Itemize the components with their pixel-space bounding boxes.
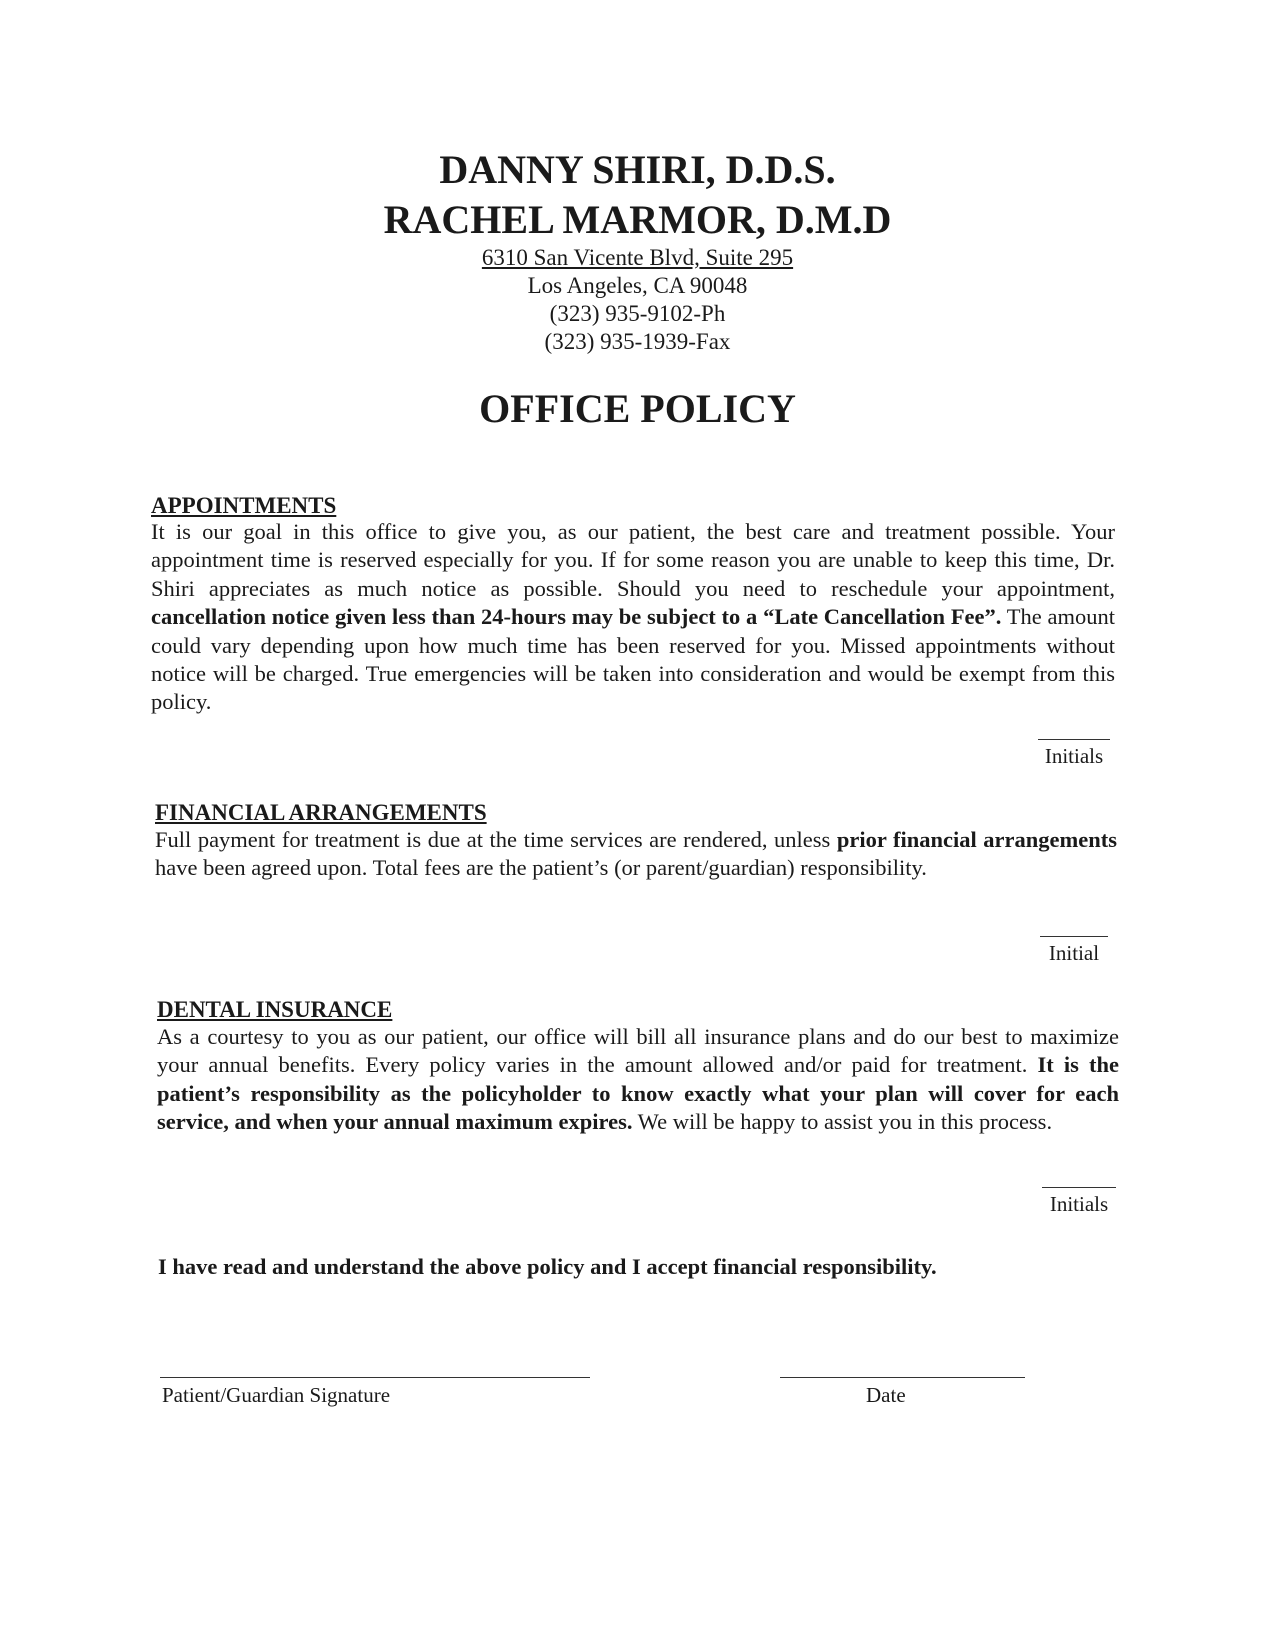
doctor-name-2: RACHEL MARMOR, D.M.D (383, 197, 892, 242)
address-line-1 (0, 244, 1275, 272)
insurance-bold-text: It is the patient’s responsibility as the policyholder to know exactly what your plan will cover for each service, and when your annual maximum expires. (157, 1052, 1119, 1135)
signature-label: Patient/Guardian Signature (162, 1383, 391, 1407)
insurance-text-2: We will be happy to assist you in this process. (632, 1109, 1053, 1135)
date-line[interactable] (780, 1377, 1025, 1378)
financial-bold-text: prior financial arrangements (836, 827, 1117, 852)
appointments-initials-field[interactable]: Initials (1038, 739, 1110, 768)
financial-initials-field[interactable]: Initial (1040, 936, 1108, 965)
insurance-heading: DENTAL INSURANCE (157, 997, 393, 1022)
insurance-text-1: As a courtesy to you as our patient, our office will bill all insurance plans and do our best to maximize your annual benefits. Every policy varies in the amount allowed and/or paid for treatment. (157, 1024, 1119, 1078)
insurance-paragraph (157, 1023, 1119, 1137)
address-street: 6310 San Vicente Blvd, Suite 295 (481, 245, 794, 270)
financial-text-1: Full payment for treatment is due at the time services are rendered, unless (155, 827, 837, 852)
phone-number: (323) 935-9102-Ph (549, 301, 726, 326)
fax-number: (323) 935-1939-Fax (544, 329, 731, 354)
financial-paragraph (155, 826, 1117, 883)
appointments-paragraph (151, 518, 1115, 717)
address-line-2: Los Angeles, CA 90048 (527, 273, 748, 298)
date-label: Date (866, 1383, 906, 1407)
financial-heading: FINANCIAL ARRANGEMENTS (155, 800, 487, 825)
insurance-initials-field[interactable]: Initials (1042, 1187, 1116, 1216)
financial-text-2: have been agreed upon. Total fees are the patient’s (or parent/guardian) responsibility. (155, 855, 927, 881)
appointments-text-1: It is our goal in this office to give you, as our patient, the best care and treatment possible. Your appointment time is reserved especially for you. If for some reason you are unable to keep this time, Dr. Shiri appreciates as much notice as possible. Should you need to reschedule your appointment, (151, 519, 1115, 601)
page-title: OFFICE POLICY (479, 386, 796, 431)
signature-line[interactable] (160, 1377, 590, 1378)
appointments-bold-text: cancellation notice given less than 24-hours may be subject to a “Late Cancellation Fee”. (151, 604, 1002, 630)
acknowledgement-statement: I have read and understand the above policy and I accept financial responsibility. (158, 1254, 937, 1279)
doctor-name-1: DANNY SHIRI, D.D.S. (439, 147, 836, 192)
appointments-heading: APPOINTMENTS (151, 493, 337, 518)
appointments-text-2: The amount could vary depending upon how much time has been reserved for you. Missed appointments without notice will be charged. True emergencies will be taken into consideration and would be exempt from this policy. (151, 604, 1115, 715)
